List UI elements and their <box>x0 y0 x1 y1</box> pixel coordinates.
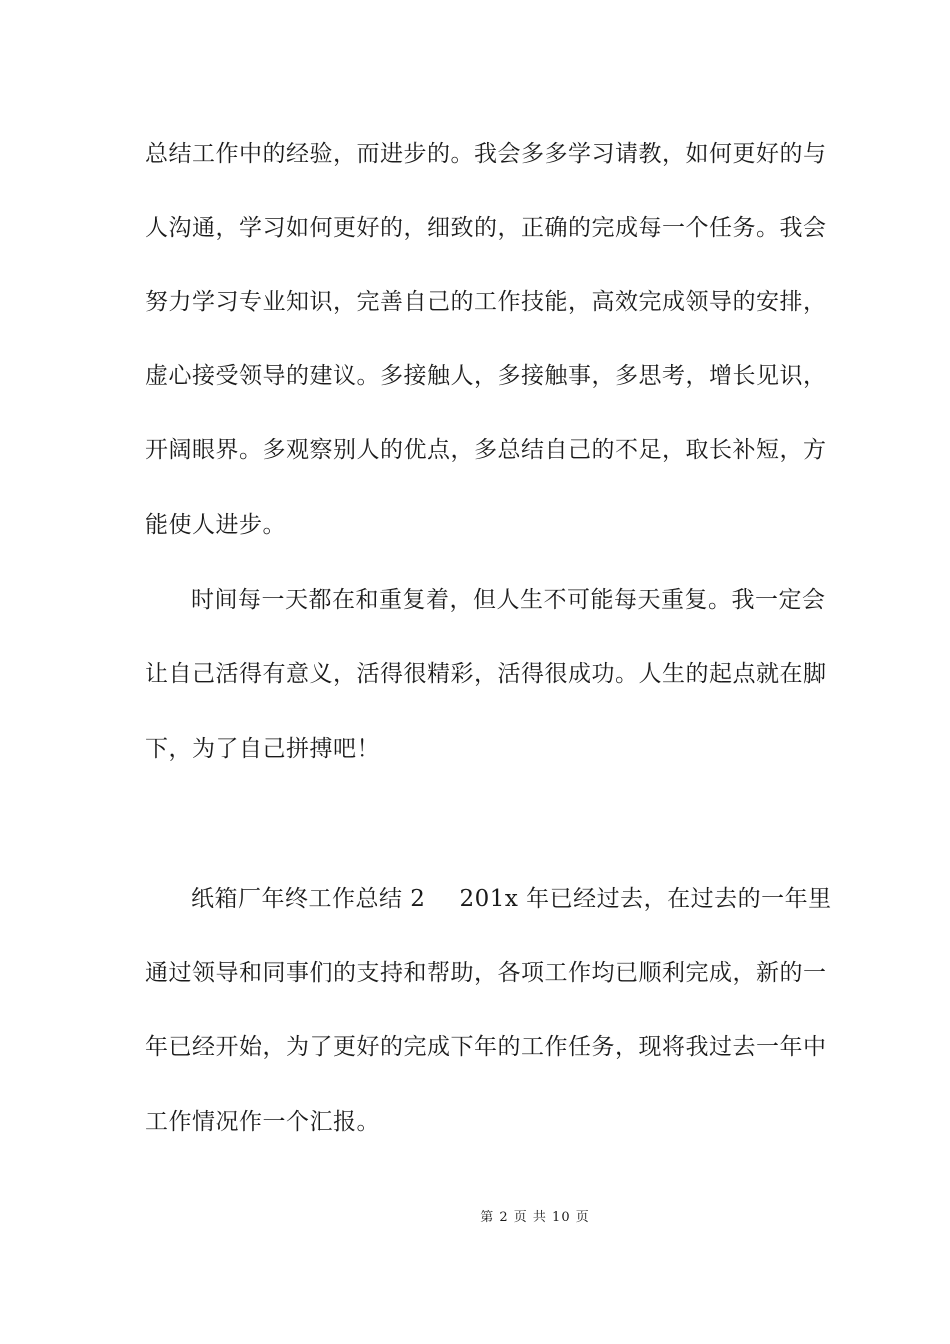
body-text-line: 人沟通，学习如何更好的，细致的，正确的完成每一个任务。我会 <box>145 215 827 241</box>
body-text-line: 工作情况作一个汇报。 <box>145 1109 380 1135</box>
body-text-line: 通过领导和同事们的支持和帮助，各项工作均已顺利完成，新的一 <box>145 960 827 986</box>
body-text-line: 年已经开始，为了更好的完成下年的工作任务，现将我过去一年中 <box>145 1034 827 1060</box>
body-text-line: 总结工作中的经验，而进步的。我会多多学习请教，如何更好的与 <box>145 141 827 167</box>
body-text-line: 时间每一天都在和重复着，但人生不可能每天重复。我一定会 <box>191 587 826 613</box>
body-text-line: 能使人进步。 <box>145 512 286 538</box>
body-text-line: 努力学习专业知识，完善自己的工作技能，高效完成领导的安排， <box>145 289 827 315</box>
body-text-line: 虚心接受领导的建议。多接触人，多接触事，多思考，增长见识， <box>145 363 827 389</box>
body-text-line: 开阔眼界。多观察别人的优点，多总结自己的不足，取长补短，方 <box>145 437 827 463</box>
section-heading-line <box>191 884 832 914</box>
body-text-line: 下，为了自己拼搏吧！ <box>145 736 380 762</box>
body-text-line: 让自己活得有意义，活得很精彩，活得很成功。人生的起点就在脚 <box>145 661 827 687</box>
section-first-sentence: 201x 年已经过去，在过去的一年里 <box>459 886 832 912</box>
page-number-footer: 第 2 页 共 10 页 <box>480 1210 590 1225</box>
section-title: 纸箱厂年终工作总结 2 <box>191 886 426 912</box>
